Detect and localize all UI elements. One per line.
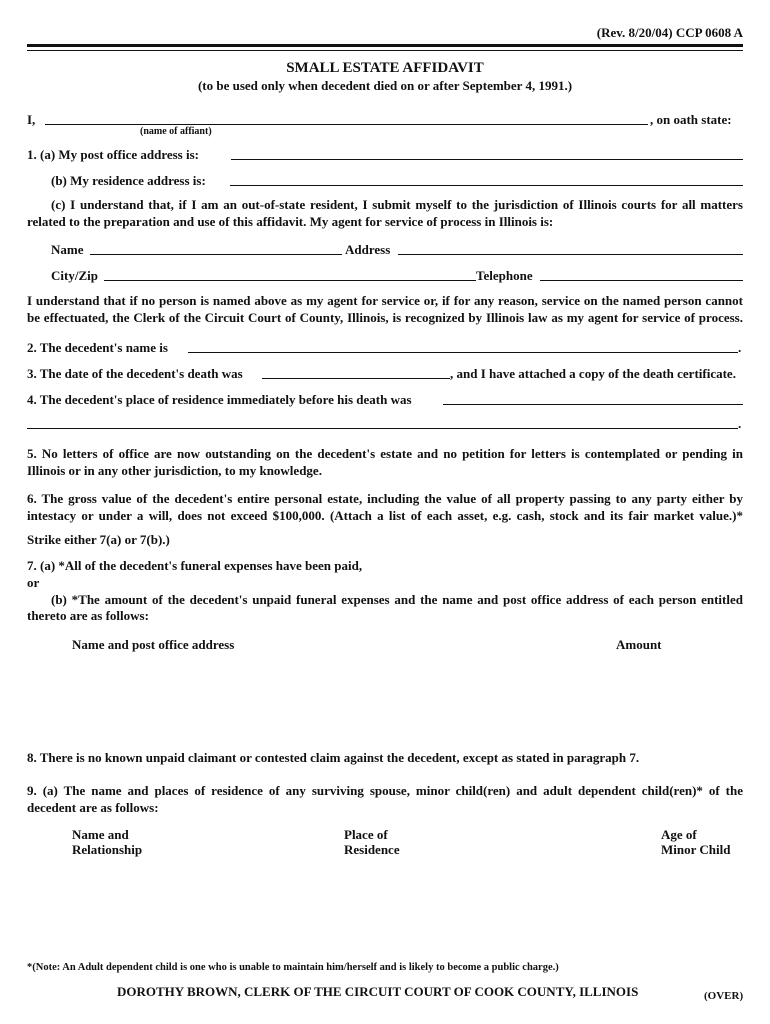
heirs-col-place-b: Residence xyxy=(344,842,400,857)
item2-label: 2. The decedent's name is xyxy=(27,340,168,355)
affiant-tail: , on oath state: xyxy=(650,112,732,127)
residence-before-death-field[interactable] xyxy=(443,404,743,405)
strike-instruction: Strike either 7(a) or 7(b).) xyxy=(27,532,170,547)
heirs-col-name-a: Name and xyxy=(72,827,129,842)
header-rule-thick xyxy=(27,44,743,47)
item2-period: . xyxy=(738,340,742,355)
item1-b-label: (b) My residence address is: xyxy=(51,173,206,188)
agent-cityzip-label: City/Zip xyxy=(51,268,98,283)
item6-line1: 6. The gross value of the decedent's entire personal estate, including the value of all property passing to any party either by xyxy=(27,491,743,506)
affiant-caption: (name of affiant) xyxy=(140,126,212,137)
item4-label: 4. The decedent's place of residence immediately before his death was xyxy=(27,392,412,407)
form-title: SMALL ESTATE AFFIDAVIT xyxy=(286,60,484,76)
item5-line2: Illinois or in any other jurisdiction, to my knowledge. xyxy=(27,463,322,478)
item7-b-line2: thereto are as follows: xyxy=(27,608,149,623)
affiant-name-field[interactable] xyxy=(45,124,648,125)
residence-address-field[interactable] xyxy=(230,185,743,186)
item4-period: . xyxy=(738,416,742,431)
revision-code: (Rev. 8/20/04) CCP 0608 A xyxy=(596,25,743,40)
item9-line2: decedent are as follows: xyxy=(27,800,159,815)
funeral-col-name: Name and post office address xyxy=(72,637,235,652)
item6-line2: intestacy or under a will, does not exceed $100,000. (Attach a list of each asset, e.g. cash, stock and its fair market value.)* xyxy=(27,508,743,523)
item8-text: 8. There is no known unpaid claimant or contested claim against the decedent, except as stated in paragraph 7. xyxy=(27,750,640,765)
item7-or: or xyxy=(27,575,40,590)
agent-notice-line1: I understand that if no person is named above as my agent for service or, if for any reason, service on the named person cannot xyxy=(27,293,743,308)
agent-address-label: Address xyxy=(345,242,391,257)
item7-b-line1: (b) *The amount of the decedent's unpaid funeral expenses and the name and post office address of each person entitled xyxy=(51,592,743,607)
heirs-col-name-b: Relationship xyxy=(72,842,143,857)
agent-cityzip-field[interactable] xyxy=(104,280,476,281)
post-office-address-field[interactable] xyxy=(231,159,743,160)
heirs-col-age-a: Age of xyxy=(661,827,697,842)
agent-address-field[interactable] xyxy=(398,254,743,255)
agent-notice-line2: be effectuated, the Clerk of the Circuit Court of County, Illinois, is recognized by Illinois law as my agent for service of process. xyxy=(27,310,743,325)
agent-name-label: Name xyxy=(51,242,84,257)
item1-c-line1: (c) I understand that, if I am an out-of-state resident, I submit myself to the jurisdiction of Illinois courts for all matters xyxy=(51,197,743,212)
agent-telephone-label: Telephone xyxy=(476,268,533,283)
item7-a: 7. (a) *All of the decedent's funeral expenses have been paid, xyxy=(27,558,363,573)
decedent-name-field[interactable] xyxy=(188,352,738,353)
item1-a-label: 1. (a) My post office address is: xyxy=(27,147,199,162)
item9-line1: 9. (a) The name and places of residence of any surviving spouse, minor child(ren) and adult dependent child(ren)* of the xyxy=(27,783,743,798)
item5-line1: 5. No letters of office are now outstanding on the decedent's estate and no petition for letters is contemplated or pending in xyxy=(27,446,743,461)
form-subtitle: (to be used only when decedent died on or after September 4, 1991.) xyxy=(197,78,573,93)
clerk-line: DOROTHY BROWN, CLERK OF THE CIRCUIT COURT OF COOK COUNTY, ILLINOIS xyxy=(117,984,639,999)
item3-label: 3. The date of the decedent's death was xyxy=(27,366,243,381)
heirs-col-place-a: Place of xyxy=(344,827,388,842)
affiant-lead: I, xyxy=(27,112,36,127)
over-marker: (OVER) xyxy=(704,990,744,1002)
item1-c-line2: related to the preparation and use of this affidavit. My agent for service of process in Illinois is: xyxy=(27,214,554,229)
header-rule-thin xyxy=(27,50,743,51)
footnote: *(Note: An Adult dependent child is one who is unable to maintain him/herself and is likely to become a public charge.) xyxy=(27,962,559,973)
agent-telephone-field[interactable] xyxy=(540,280,743,281)
death-date-field[interactable] xyxy=(262,378,450,379)
funeral-col-amount: Amount xyxy=(616,637,662,652)
item3-tail: , and I have attached a copy of the death certificate. xyxy=(450,366,736,381)
agent-name-field[interactable] xyxy=(90,254,342,255)
heirs-col-age-b: Minor Child xyxy=(661,842,731,857)
residence-before-death-field-cont[interactable] xyxy=(27,428,738,429)
